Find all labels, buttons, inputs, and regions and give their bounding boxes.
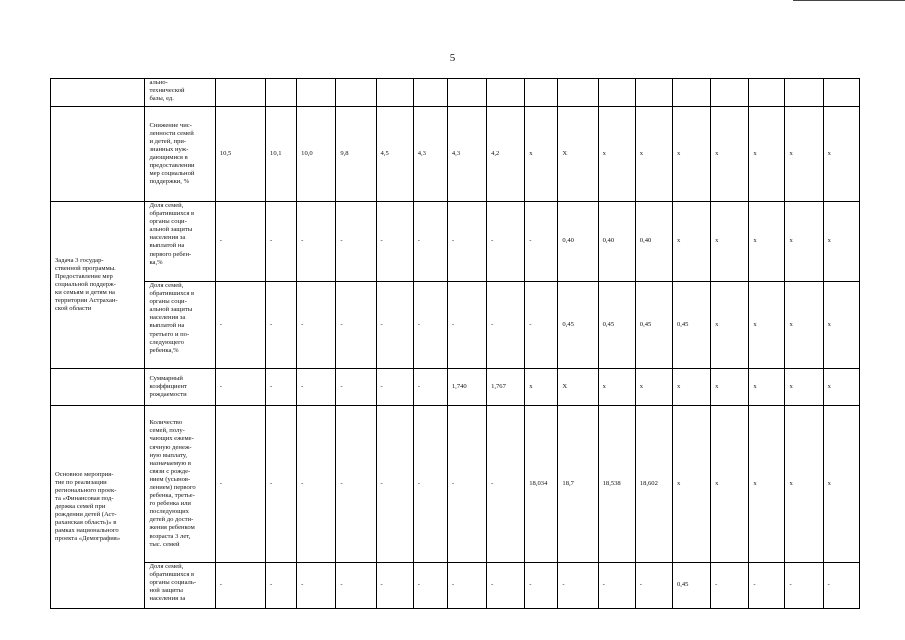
value-cell: x [711, 406, 749, 563]
value-cell [336, 79, 376, 107]
value-cell: - [376, 202, 413, 282]
value-cell: 0,45 [598, 282, 635, 369]
value-cell: 18,538 [598, 406, 635, 563]
value-cell: x [785, 406, 823, 563]
value-cell: x [823, 369, 859, 406]
value-cell: 4,3 [413, 107, 447, 202]
value-cell: - [215, 369, 265, 406]
value-cell: - [711, 563, 749, 609]
value-cell: x [598, 107, 635, 202]
value-cell: - [215, 406, 265, 563]
value-cell [447, 79, 486, 107]
indicator-cell: Доля семей, обратившихся в органы социаль- ной защиты населения за [145, 563, 215, 609]
value-cell: x [672, 202, 710, 282]
value-cell: - [336, 282, 376, 369]
value-cell: 0,40 [598, 202, 635, 282]
value-cell: x [711, 202, 749, 282]
value-cell: - [297, 202, 336, 282]
value-cell: - [749, 563, 785, 609]
indicator-cell: Снижение чис- ленности семей и детей, при- знанных нуж- дающимися в предоставлении мер социальной поддержки, % [145, 107, 215, 202]
table-row [51, 79, 860, 107]
value-cell: x [823, 406, 859, 563]
value-cell: x [785, 202, 823, 282]
task-cell: Основное мероприя- тие по реализации регионального проек- та «Финансовая под- держка семей при рождении детей (Аст- раханская область)» в рамках национального проекта «Демография» [51, 406, 145, 609]
value-cell: - [266, 406, 297, 563]
value-cell [266, 79, 297, 107]
value-cell: - [376, 563, 413, 609]
value-cell [711, 79, 749, 107]
value-cell: - [413, 369, 447, 406]
value-cell: 10,0 [297, 107, 336, 202]
value-cell: 0,45 [672, 563, 710, 609]
table-row [51, 107, 860, 202]
value-cell: 10,5 [215, 107, 265, 202]
value-cell: x [525, 107, 558, 202]
value-cell: x [785, 282, 823, 369]
value-cell: - [376, 369, 413, 406]
indicator-cell: Суммарный коэффициент рождаемости [145, 369, 215, 406]
table-row [51, 563, 860, 609]
value-cell [215, 79, 265, 107]
indicator-cell: Доля семей, обратившихся в органы соци- альной защиты населения за выплатой на первого ребен- ка,% [145, 202, 215, 282]
value-cell: - [376, 406, 413, 563]
value-cell: - [413, 563, 447, 609]
table-row [51, 202, 860, 282]
value-cell: - [297, 406, 336, 563]
value-cell: - [413, 406, 447, 563]
value-cell: - [336, 406, 376, 563]
value-cell: x [749, 202, 785, 282]
value-cell [672, 79, 710, 107]
value-cell: - [215, 282, 265, 369]
value-cell: 18,7 [558, 406, 598, 563]
value-cell: 0,45 [558, 282, 598, 369]
value-cell: - [266, 369, 297, 406]
value-cell: x [785, 369, 823, 406]
value-cell: 4,5 [376, 107, 413, 202]
value-cell: 1,767 [487, 369, 525, 406]
indicator-cell: ально- технической базы, ед. [145, 79, 215, 107]
value-cell: X [558, 107, 598, 202]
value-cell: x [749, 282, 785, 369]
value-cell: x [823, 107, 859, 202]
value-cell: - [297, 369, 336, 406]
value-cell: - [823, 563, 859, 609]
corner-rule [793, 0, 905, 1]
task-cell [51, 107, 145, 202]
value-cell: - [447, 282, 486, 369]
task-cell [51, 369, 145, 406]
value-cell: - [525, 563, 558, 609]
value-cell: - [215, 202, 265, 282]
value-cell: - [558, 563, 598, 609]
indicator-cell: Доля семей, обратившихся в органы соци- альной защиты населения за выплатой на третьего и по- следующего ребенка,% [145, 282, 215, 369]
table-row [51, 282, 860, 369]
value-cell [413, 79, 447, 107]
value-cell: - [447, 202, 486, 282]
value-cell: x [672, 369, 710, 406]
value-cell: - [487, 563, 525, 609]
value-cell [823, 79, 859, 107]
value-cell: 10,1 [266, 107, 297, 202]
value-cell: x [711, 107, 749, 202]
value-cell: - [376, 282, 413, 369]
value-cell: - [413, 282, 447, 369]
value-cell: - [487, 202, 525, 282]
value-cell: - [785, 563, 823, 609]
value-cell: 0,40 [635, 202, 672, 282]
value-cell [297, 79, 336, 107]
value-cell: - [635, 563, 672, 609]
value-cell: - [297, 282, 336, 369]
value-cell: x [672, 107, 710, 202]
value-cell: - [336, 369, 376, 406]
value-cell: - [525, 202, 558, 282]
value-cell: 18,602 [635, 406, 672, 563]
task-cell [51, 79, 145, 107]
value-cell [598, 79, 635, 107]
value-cell [558, 79, 598, 107]
table-row [51, 406, 860, 563]
value-cell: x [711, 369, 749, 406]
value-cell: - [525, 282, 558, 369]
value-cell: x [598, 369, 635, 406]
value-cell: 18,034 [525, 406, 558, 563]
table-row [51, 369, 860, 406]
value-cell: x [785, 107, 823, 202]
value-cell: - [447, 563, 486, 609]
value-cell: - [336, 563, 376, 609]
value-cell: x [823, 282, 859, 369]
value-cell: - [598, 563, 635, 609]
value-cell: X [558, 369, 598, 406]
value-cell [525, 79, 558, 107]
value-cell: - [266, 282, 297, 369]
value-cell: 4,3 [447, 107, 486, 202]
value-cell: - [215, 563, 265, 609]
task-cell: Задача 3 государ- ственной программы. Предоставление мер социальной поддерж- ки семьям и детям на территории Астрахан- ской области [51, 202, 145, 369]
value-cell: x [525, 369, 558, 406]
value-cell [487, 79, 525, 107]
value-cell: - [447, 406, 486, 563]
value-cell [376, 79, 413, 107]
value-cell: 1,740 [447, 369, 486, 406]
value-cell: - [487, 282, 525, 369]
value-cell: x [635, 107, 672, 202]
value-cell [785, 79, 823, 107]
value-cell: 4,2 [487, 107, 525, 202]
value-cell: x [749, 406, 785, 563]
value-cell: x [635, 369, 672, 406]
value-cell: x [749, 369, 785, 406]
value-cell [749, 79, 785, 107]
indicators-table [50, 78, 860, 609]
value-cell: x [711, 282, 749, 369]
value-cell: - [266, 202, 297, 282]
page-number: 5 [449, 52, 456, 64]
value-cell: 0,45 [672, 282, 710, 369]
value-cell: - [413, 202, 447, 282]
value-cell: - [336, 202, 376, 282]
value-cell: - [266, 563, 297, 609]
value-cell: x [672, 406, 710, 563]
value-cell: 0,40 [558, 202, 598, 282]
value-cell: - [487, 406, 525, 563]
table-body [51, 79, 860, 609]
value-cell: 0,45 [635, 282, 672, 369]
value-cell: x [823, 202, 859, 282]
value-cell [635, 79, 672, 107]
value-cell: - [297, 563, 336, 609]
value-cell: 9,8 [336, 107, 376, 202]
value-cell: x [749, 107, 785, 202]
indicator-cell: Количество семей, полу- чающих ежеме- сячную денеж- ную выплату, назначаемую в связи с рожде- нием (усынов- лением) первого ребенка, третье- го ребенка или последующих детей до дости- жения ребенком возраста 3 лет, тыс. семей [145, 406, 215, 563]
